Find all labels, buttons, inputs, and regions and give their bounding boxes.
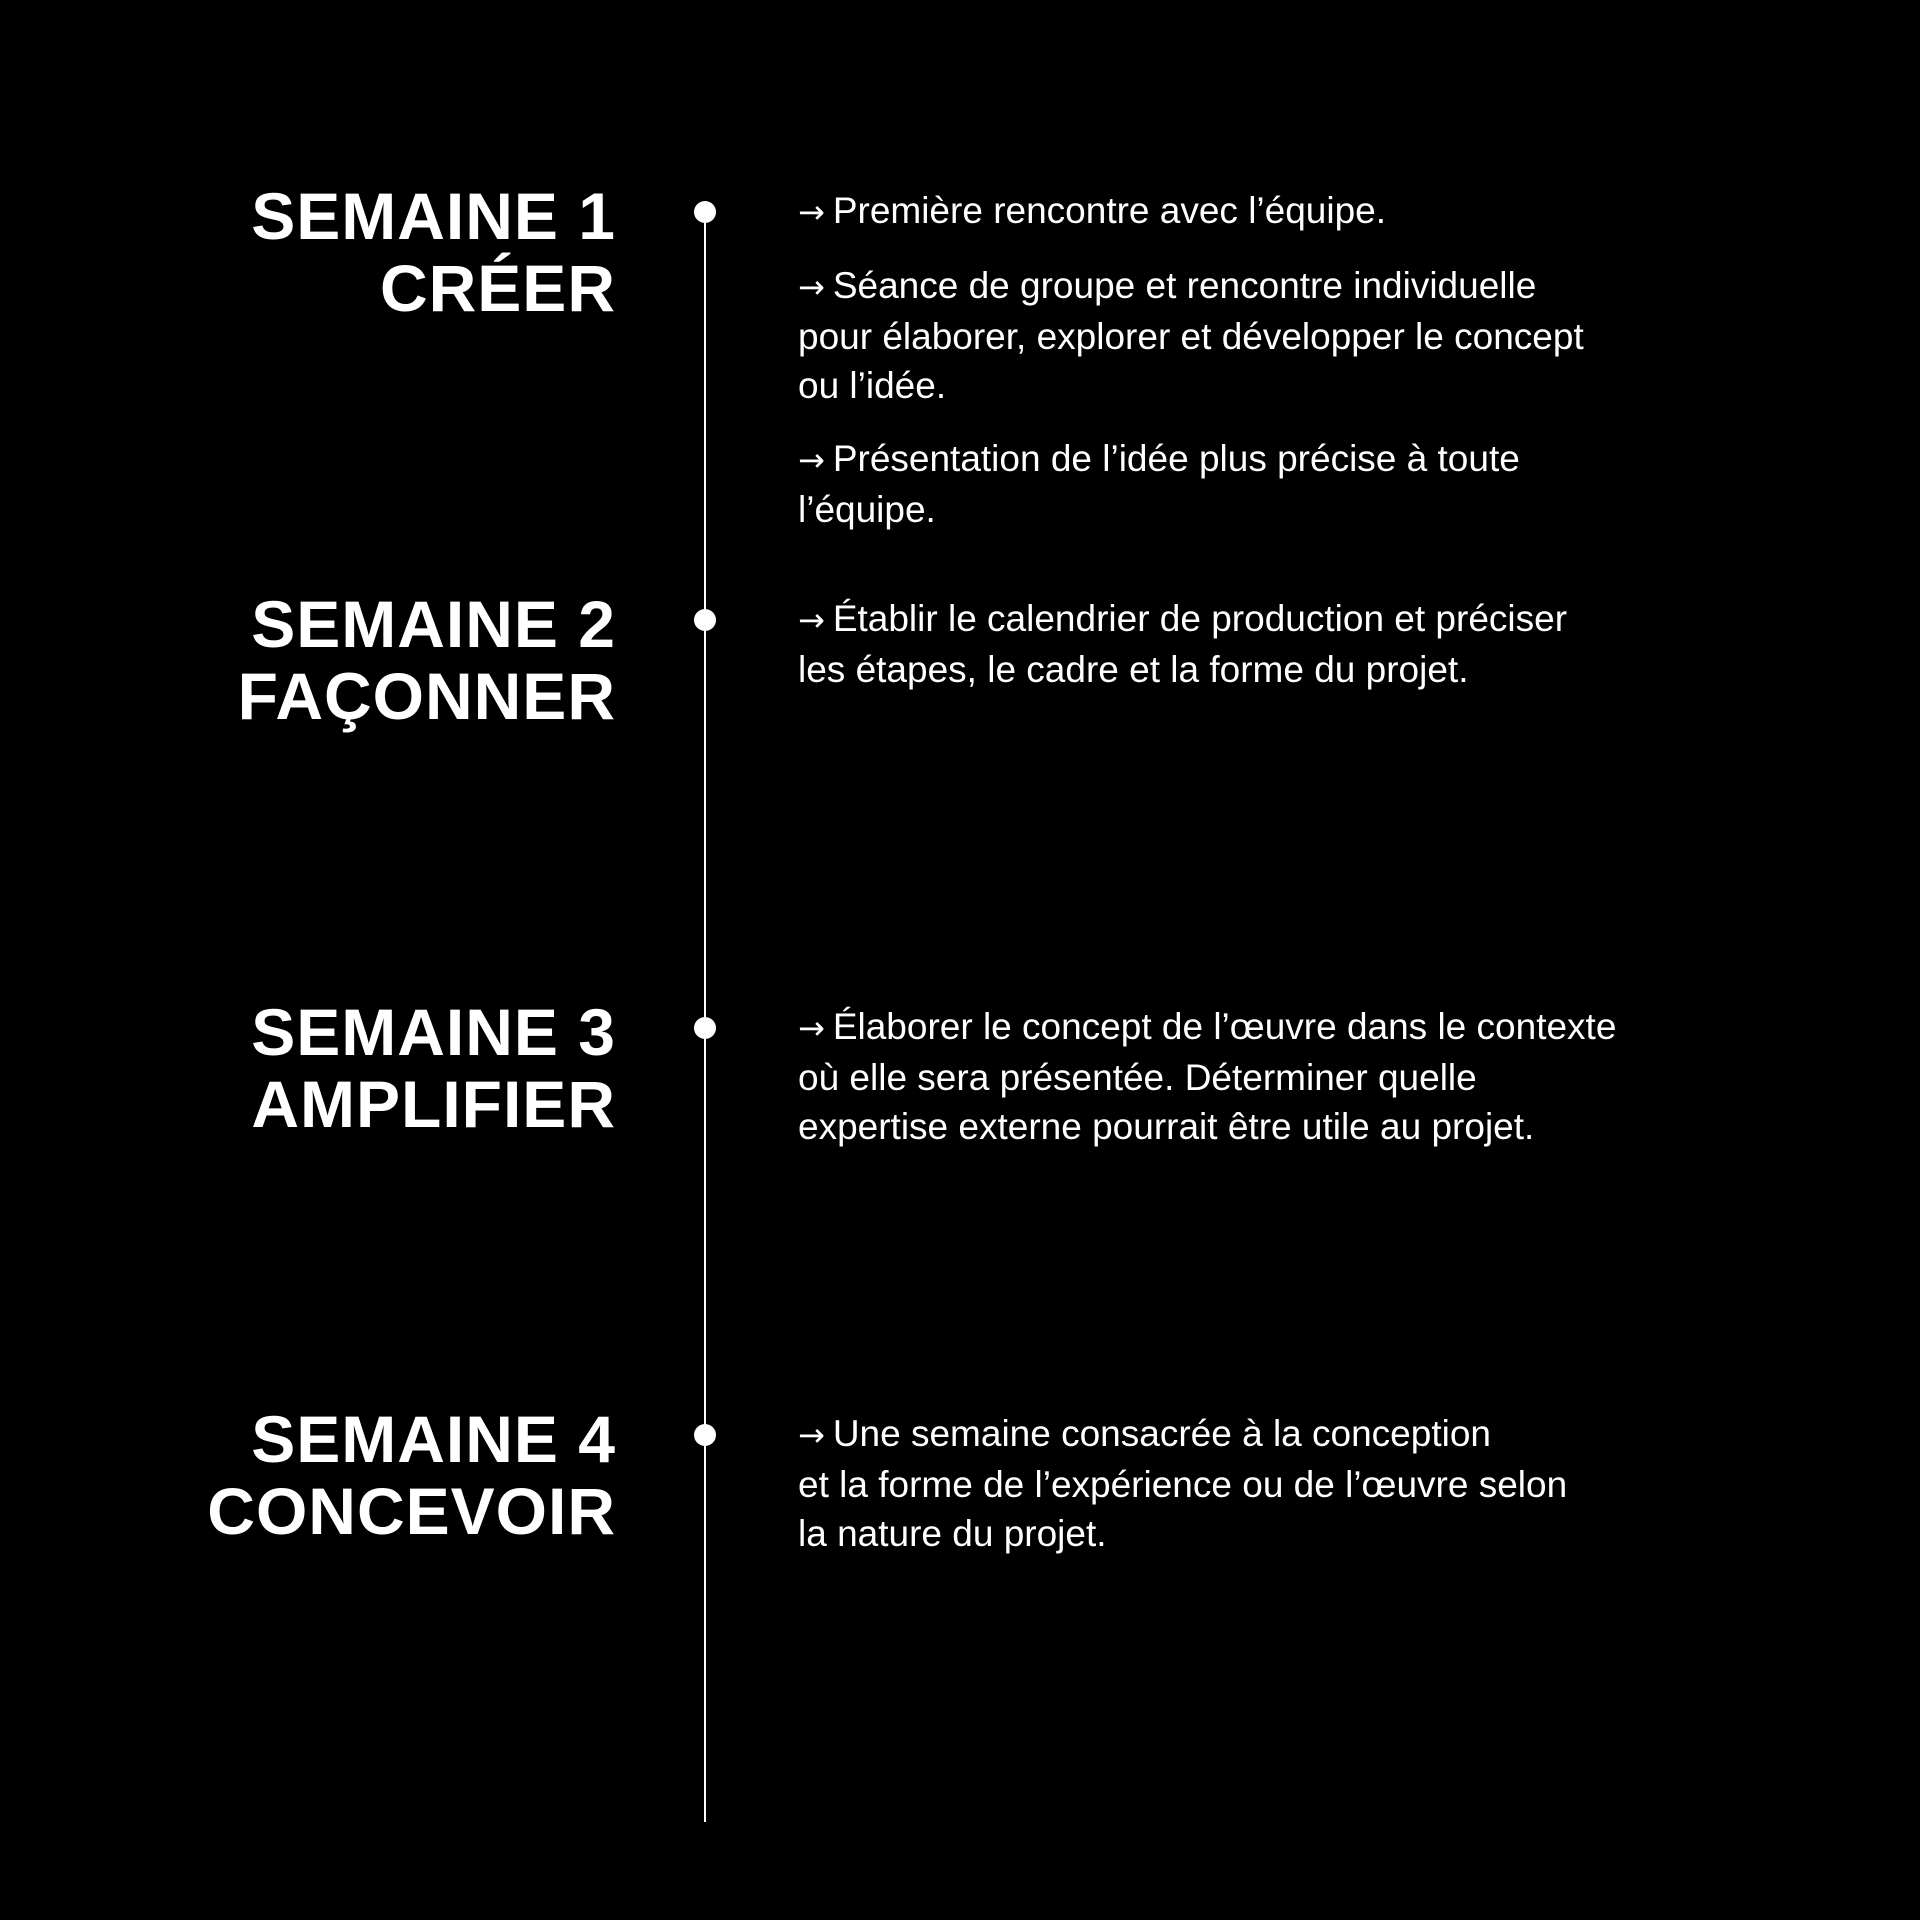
list-item: → Présentation de l’idée plus précise à toute l’équipe. <box>798 438 1520 530</box>
timeline-dot <box>694 201 716 223</box>
week-1-items <box>798 186 1758 558</box>
week-4-title <box>207 1403 616 1547</box>
arrow-right-icon: → <box>798 1009 825 1047</box>
week-label: SEMAINE 1 <box>251 179 616 253</box>
list-item: → Établir le calendrier de production et préciser les étapes, le cadre et la forme du projet. <box>798 598 1568 690</box>
arrow-right-icon: → <box>798 193 825 231</box>
timeline-dot <box>694 1017 716 1039</box>
week-label: SEMAINE 2 <box>251 587 616 661</box>
week-verb: CRÉER <box>379 251 616 325</box>
week-verb: CONCEVOIR <box>207 1474 616 1548</box>
timeline-dot <box>694 609 716 631</box>
week-4-items <box>798 1409 1758 1582</box>
week-3-title <box>251 996 616 1140</box>
week-2-items <box>798 594 1758 718</box>
arrow-right-icon: → <box>798 441 825 479</box>
list-item: → Première rencontre avec l’équipe. <box>798 190 1387 231</box>
arrow-right-icon: → <box>798 268 825 306</box>
timeline-dot <box>694 1424 716 1446</box>
arrow-right-icon: → <box>798 601 825 639</box>
list-item: → Élaborer le concept de l’œuvre dans le contexte où elle sera présentée. Déterminer quelle expertise externe pourrait être utile au projet. <box>798 1006 1617 1147</box>
week-3-items <box>798 1002 1758 1175</box>
week-verb: FAÇONNER <box>237 659 616 733</box>
arrow-right-icon: → <box>798 1416 825 1454</box>
week-verb: AMPLIFIER <box>251 1067 616 1141</box>
list-item: → Une semaine consacrée à la conception et la forme de l’expérience ou de l’œuvre selon la nature du projet. <box>798 1413 1568 1554</box>
week-1-title <box>251 180 616 324</box>
list-item: → Séance de groupe et rencontre individuelle pour élaborer, explorer et développer le concept ou l’idée. <box>798 265 1584 406</box>
week-label: SEMAINE 3 <box>251 995 616 1069</box>
week-label: SEMAINE 4 <box>251 1402 616 1476</box>
week-2-title <box>238 588 616 732</box>
